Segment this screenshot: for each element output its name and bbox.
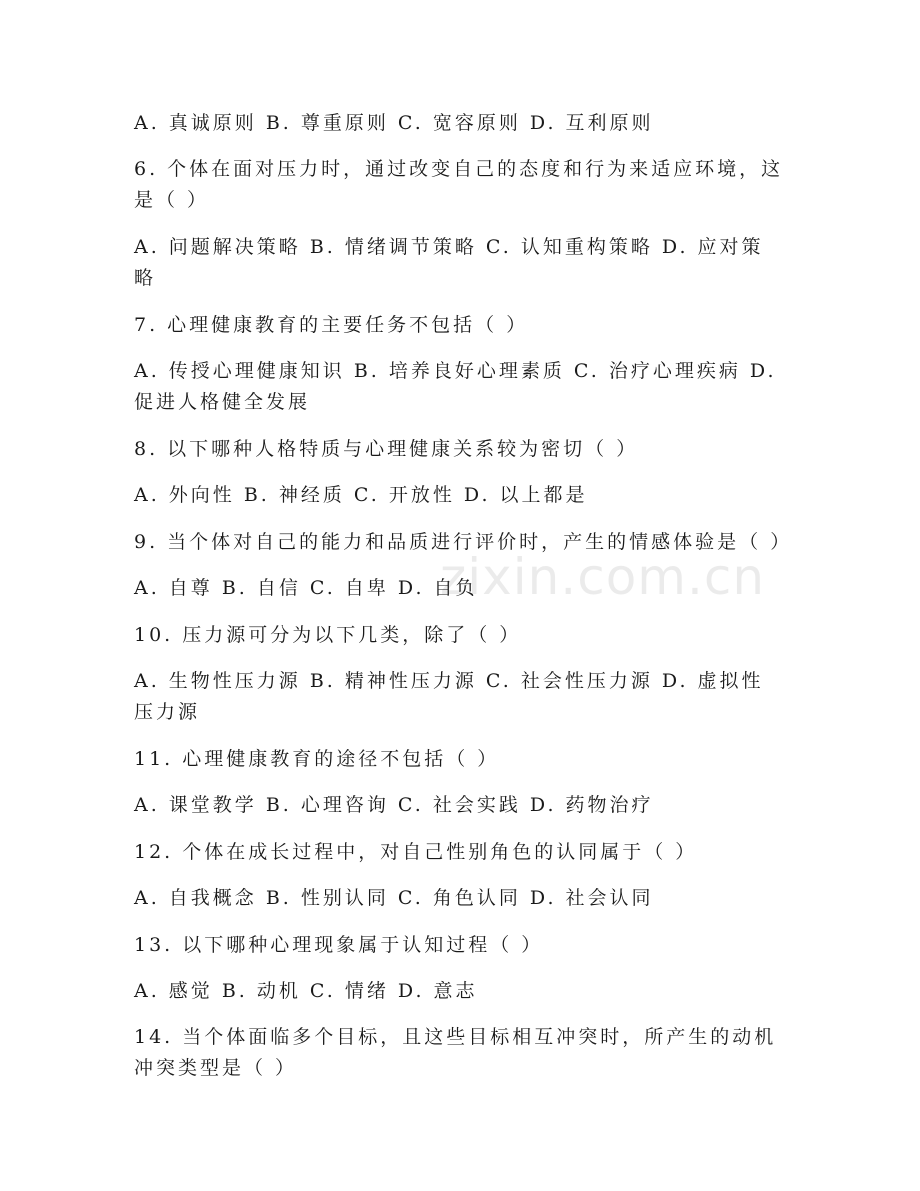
- answer-options-7: A. 传授心理健康知识 B. 培养良好心理素质 C. 治疗心理疾病 D. 促进人格健全发展: [134, 360, 777, 413]
- question-13: 13. 以下哪种心理现象属于认知过程（ ）: [134, 934, 544, 956]
- question-14: 14. 当个体面临多个目标，且这些目标相互冲突时，所产生的动机冲突类型是（ ）: [134, 1026, 777, 1079]
- answer-options-9: A. 自尊 B. 自信 C. 自卑 D. 自负: [134, 577, 478, 599]
- question-10: 10. 压力源可分为以下几类，除了（ ）: [134, 624, 522, 646]
- answer-options-5: A. 真诚原则 B. 尊重原则 C. 宽容原则 D. 互利原则: [134, 112, 654, 134]
- answer-options-10: A. 生物性压力源 B. 精神性压力源 C. 社会性压力源 D. 虚拟性压力源: [134, 670, 764, 723]
- question-8: 8. 以下哪种人格特质与心理健康关系较为密切（ ）: [134, 438, 639, 460]
- answer-options-13: A. 感觉 B. 动机 C. 情绪 D. 意志: [134, 980, 478, 1002]
- answer-options-6: A. 问题解决策略 B. 情绪调节策略 C. 认知重构策略 D. 应对策略: [134, 236, 764, 289]
- answer-options-8: A. 外向性 B. 神经质 C. 开放性 D. 以上都是: [134, 484, 588, 506]
- question-9: 9. 当个体对自己的能力和品质进行评价时，产生的情感体验是（ ）: [134, 531, 793, 553]
- answer-options-12: A. 自我概念 B. 性别认同 C. 角色认同 D. 社会认同: [134, 887, 654, 909]
- answer-options-11: A. 课堂教学 B. 心理咨询 C. 社会实践 D. 药物治疗: [134, 794, 654, 816]
- question-7: 7. 心理健康教育的主要任务不包括（ ）: [134, 314, 529, 336]
- question-6: 6. 个体在面对压力时，通过改变自己的态度和行为来适应环境，这是（ ）: [134, 158, 784, 211]
- watermark: zixin.com.cn: [440, 548, 766, 606]
- question-12: 12. 个体在成长过程中，对自己性别角色的认同属于（ ）: [134, 841, 698, 863]
- question-11: 11. 心理健康教育的途径不包括（ ）: [134, 748, 500, 770]
